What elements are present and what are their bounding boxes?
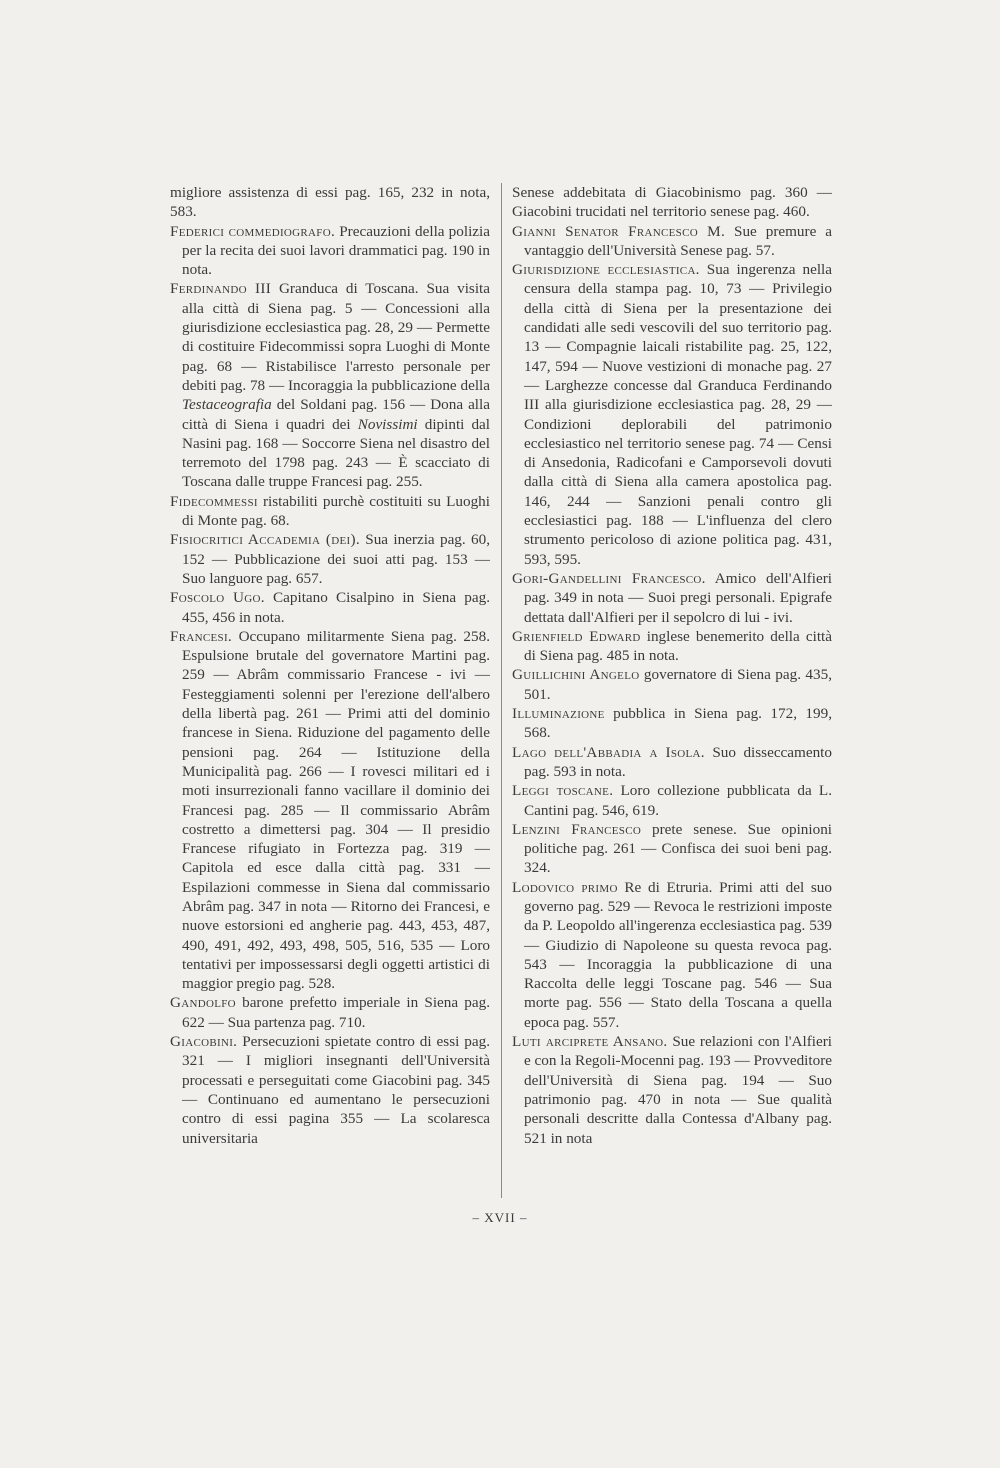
index-entry: Gori-Gandellini Francesco. Amico dell'Alfieri pag. 349 in nota — Suoi pregi personali. Epigrafe dettata dall'Alfieri per il sepolcro di lui - ivi. (512, 569, 832, 626)
entry-headword: Giurisdizione ecclesiastica. (512, 261, 700, 279)
index-entry: Illuminazione pubblica in Siena pag. 172, 199, 568. (512, 705, 833, 742)
index-entry: Lago dell'Abbadia a Isola. Suo disseccamento pag. 593 in nota. (512, 743, 832, 780)
left-column (170, 183, 490, 1148)
entry-headword: Lodovico primo (512, 878, 618, 896)
entry-headword: Lago dell'Abbadia a Isola. (512, 743, 705, 761)
index-entry: Federici commediografo. Precauzioni della polizia per la recita dei suoi lavori drammatici pag. 190 in nota. (170, 222, 490, 279)
entry-headword: Ferdinando III (170, 280, 272, 298)
index-entry: Fisiocritici Accademia (dei). Sua inerzia pag. 60, 152 — Pubblicazione dei suoi atti pag. 153 — Suo languore pag. 657. (170, 531, 490, 587)
entry-headword: Fisiocritici Accademia (dei). (170, 531, 360, 549)
entry-headword: Francesi. (170, 627, 233, 645)
entry-headword: Gandolfo (170, 994, 236, 1012)
entry-headword: Giacobini. (170, 1033, 238, 1051)
entry-headword: Guillichini Angelo (512, 666, 640, 684)
entry-headword: Federici commediografo. (170, 222, 336, 240)
page-number: – XVII – (472, 1210, 528, 1225)
index-entry: Lenzini Francesco prete senese. Sue opinioni politiche pag. 261 — Confisca dei suoi beni pag. 324. (512, 820, 833, 877)
entry-headword: Foscolo Ugo. (170, 589, 265, 607)
entry-headword: Fidecommessi (170, 492, 258, 510)
index-entry: Grienfield Edward inglese benemerito della città di Siena pag. 485 in nota. (512, 627, 832, 665)
index-entry: Lodovico primo Re di Etruria. Primi atti del suo governo pag. 529 — Revoca le restrizioni imposte da P. Leopoldo all'ingerenza ecclesiastica pag. 539 — Giudizio di Napoleone su questa revoca pag. 543 — Incoraggia la pubblicazione di una Raccolta delle leggi Toscane pag. 546 — Sua morte pag. 556 — Stato della Toscana a quella epoca pag. 557. (512, 878, 832, 1031)
index-entry: Fidecommessi ristabiliti purchè costituiti su Luoghi di Monte pag. 68. (170, 492, 490, 530)
index-entry: Giacobini. Persecuzioni spietate contro di essi pag. 321 — I migliori insegnanti dell'Università processati e perseguitati come Giacobini pag. 345 — Continuano ed aumentano le persecuzioni contro di essi pagina 355 — La scolaresca universitaria (170, 1033, 490, 1147)
index-entry: Foscolo Ugo. Capitano Cisalpino in Siena pag. 455, 456 in nota. (170, 589, 490, 626)
index-entry: Luti arciprete Ansano. Sue relazioni con l'Alfieri e con la Regoli-Mocenni pag. 193 — Provveditore dell'Università di Siena pag. 194 — Suo patrimonio pag. 470 in nota — Sue qualità personali descritte dalla Contessa d'Albany pag. 521 in nota (512, 1033, 833, 1147)
entry-headword: Leggi toscane. (512, 782, 614, 800)
index-entry: Ferdinando III Granduca di Toscana. Sua visita alla città di Siena pag. 5 — Concessioni alla giurisdizione ecclesiastica pag. 28, 29 — Permette di costituire Fidecommissi sopra Luoghi di Monte pag. 68 — Ristabilisce l'arresto personale per debiti pag. 78 — Incoraggia la pubblicazione della Testaceografia del Soldani pag. 156 — Dona alla città di Siena i quadri dei Novissimi dipinti dal Nasini pag. 168 — Soccorre Siena nel disastro del terremoto del 1798 pag. 243 — È scacciato di Toscana dalle truppe Francesi pag. 255. (170, 280, 491, 491)
entry-headword: Luti arciprete Ansano. (512, 1033, 668, 1051)
entry-headword: Lenzini Francesco (512, 820, 642, 838)
entry-headword: Gori-Gandellini Francesco. (512, 569, 706, 587)
index-entry: Giurisdizione ecclesiastica. Sua ingerenza nella censura della stampa pag. 10, 73 — Privilegio della città di Siena per la presentazione dei candidati alle sedi vescovili del suo territorio pag. 13 — Compagnie laicali ristabilite pag. 25, 122, 147, 594 — Nuove vestizioni di monache pag. 27 — Larghezze concesse dal Granduca Ferdinando III alla giurisdizione ecclesiastica pag. 28, 29 — Condizioni deplorabili del patrimonio ecclesiastico nel territorio senese pag. 74 — Censi di Ansedonia, Radicofani e Camporsevoli dovuti dalla città di Siena alla camera apostolica pag. 146, 244 — Sanzioni penali contro gli ecclesiastici pag. 188 — L'influenza del clero strumento pericoloso di azione politica pag. 431, 593, 595. (512, 261, 833, 568)
right-column (512, 183, 832, 1148)
entry-headword: Gianni Senator Francesco M. (512, 222, 726, 240)
index-entry: Guillichini Angelo governatore di Siena pag. 435, 501. (512, 666, 833, 703)
column-divider (501, 183, 502, 1198)
entry-headword: Illuminazione (512, 705, 605, 723)
entry-headword: Grienfield Edward (512, 627, 641, 645)
index-entry: Gianni Senator Francesco M. Sue premure a vantaggio dell'Università Senese pag. 57. (512, 222, 832, 259)
index-entry: Senese addebitata di Giacobinismo pag. 360 — Giacobini trucidati nel territorio senese pag. 460. (512, 184, 832, 221)
index-entry: Leggi toscane. Loro collezione pubblicata da L. Cantini pag. 546, 619. (512, 782, 833, 819)
index-entry: Francesi. Occupano militarmente Siena pag. 258. Espulsione brutale del governatore Martini pag. 259 — Abrâm commissario Francese - ivi — Festeggiamenti solenni per l'erezione dell'albero della libertà pag. 261 — Primi atti del dominio francese in Siena. Riduzione del pagamento delle pensioni pag. 264 — Istituzione della Municipalità pag. 266 — I rovesci militari ed i moti insurrezionali fanno vacillare il dominio dei Francesi pag. 285 — Il commissario Abrâm costretto a dimettersi pag. 304 — Il presidio Francese rifugiato in Fortezza pag. 319 — Capitola ed esce dalla città pag. 331 — Espilazioni commesse in Siena dal commissario Abrâm pag. 347 in nota — Ritorno dei Francesi, e nuove estorsioni ed angherie pag. 443, 453, 487, 490, 491, 492, 493, 498, 505, 516, 535 — Loro tentativi per impossessarsi degli oggetti artistici di maggior pregio pag. 528. (170, 627, 491, 993)
index-entry: migliore assistenza di essi pag. 165, 232 in nota, 583. (170, 184, 490, 221)
index-entry: Gandolfo barone prefetto imperiale in Siena pag. 622 — Sua partenza pag. 710. (170, 994, 491, 1031)
